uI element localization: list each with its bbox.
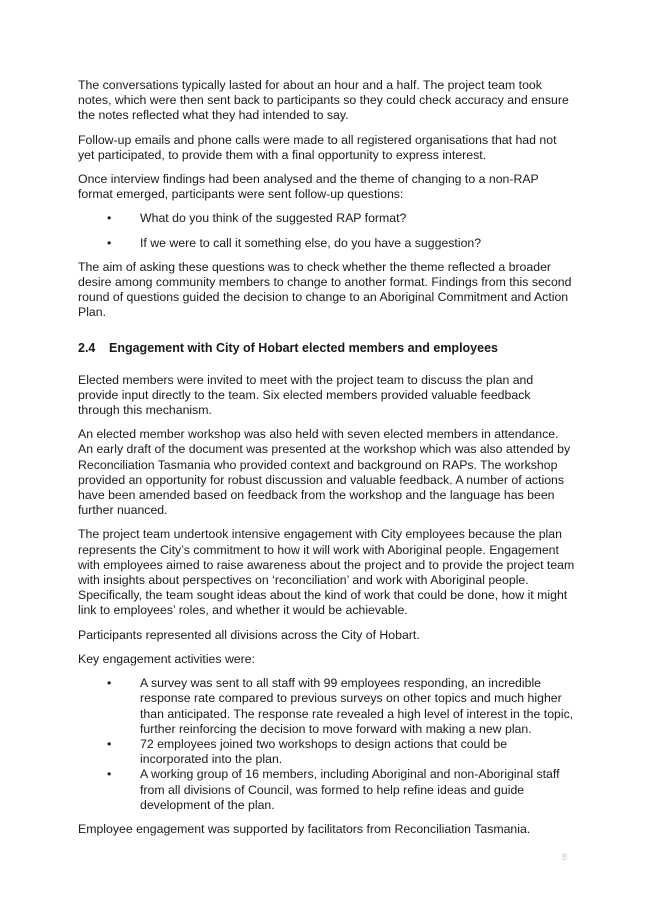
paragraph: Employee engagement was supported by facilitators from Reconciliation Tasmania. (78, 821, 531, 836)
page-number: 8 (562, 852, 568, 862)
bullet-icon: • (107, 736, 112, 751)
paragraph: The conversations typically lasted for about an hour and a half. The project team took notes, which were then sent back to participants so they could check accuracy and ensure the notes reflected what they had intended to say. (78, 78, 569, 123)
bullet-icon: • (107, 235, 112, 250)
paragraph: Once interview findings had been analysed and the theme of changing to a non-RAP format emerged, participants were sent follow-up questions: (78, 172, 539, 202)
paragraph: The aim of asking these questions was to check whether the theme reflected a broader desire among community members to change to another format. Findings from this second round of questions guided the decision to change to an Aboriginal Commitment and Action Plan. (78, 259, 572, 320)
bullet-icon: • (107, 676, 112, 691)
section-heading (78, 341, 575, 356)
questions-list (78, 211, 575, 250)
activities-list (78, 676, 575, 813)
section-number: 2.4 (78, 340, 96, 355)
list-item-text: If we were to call it something else, do you have a suggestion? (140, 235, 482, 250)
list-item-text: A working group of 16 members, including Aboriginal and non-Aboriginal staff from all divisions of Council, was formed to help refine ideas and guide development of the plan. (140, 767, 560, 812)
list-item (78, 211, 575, 226)
list-item-text: 72 employees joined two workshops to design actions that could be incorporated into the plan. (140, 736, 508, 767)
list-item-text: What do you think of the suggested RAP format? (140, 211, 407, 226)
paragraph: Follow-up emails and phone calls were made to all registered organisations that had not yet participated, to provide them with a final opportunity to express interest. (78, 132, 557, 162)
section-title: Engagement with City of Hobart elected members and employees (109, 340, 498, 355)
paragraph: An elected member workshop was also held with seven elected members in attendance. An early draft of the document was presented at the workshop which was also attended by Reconciliation Tasmania who provided context and background on RAPs. The workshop provided an opportunity for robust discussion and valuable feedback. A number of actions have been amended based on feedback from the workshop and the language has been further nuanced. (78, 427, 571, 518)
list-item-text: A survey was sent to all staff with 99 employees responding, an incredible response rate compared to previous surveys on other topics and much higher than anticipated. The response rate revealed a high level of interest in the topic, further reinforcing the decision to move forward with making a new plan. (140, 676, 574, 736)
bullet-icon: • (107, 767, 112, 782)
paragraph: The project team undertook intensive engagement with City employees because the plan represents the City’s commitment to how it will work with Aboriginal people. Engagement with employees aimed to raise awareness about the project and to provide the project team with insights about perspectives on ‘reconciliation’ and work with Aboriginal people. Specifically, the team sought ideas about the kind of work that could be done, how it might link to employees’ roles, and whether it would be achievable. (78, 527, 575, 618)
bullet-icon: • (107, 211, 112, 226)
paragraph: Participants represented all divisions across the City of Hobart. (78, 627, 420, 642)
list-item (78, 676, 575, 737)
list-item (78, 737, 575, 767)
list-item (78, 767, 575, 813)
paragraph: Key engagement activities were: (78, 651, 256, 666)
list-item (78, 236, 575, 251)
paragraph: Elected members were invited to meet with the project team to discuss the plan and provide input directly to the team. Six elected members provided valuable feedback through this mechanism. (78, 372, 534, 418)
document-body (78, 78, 575, 846)
